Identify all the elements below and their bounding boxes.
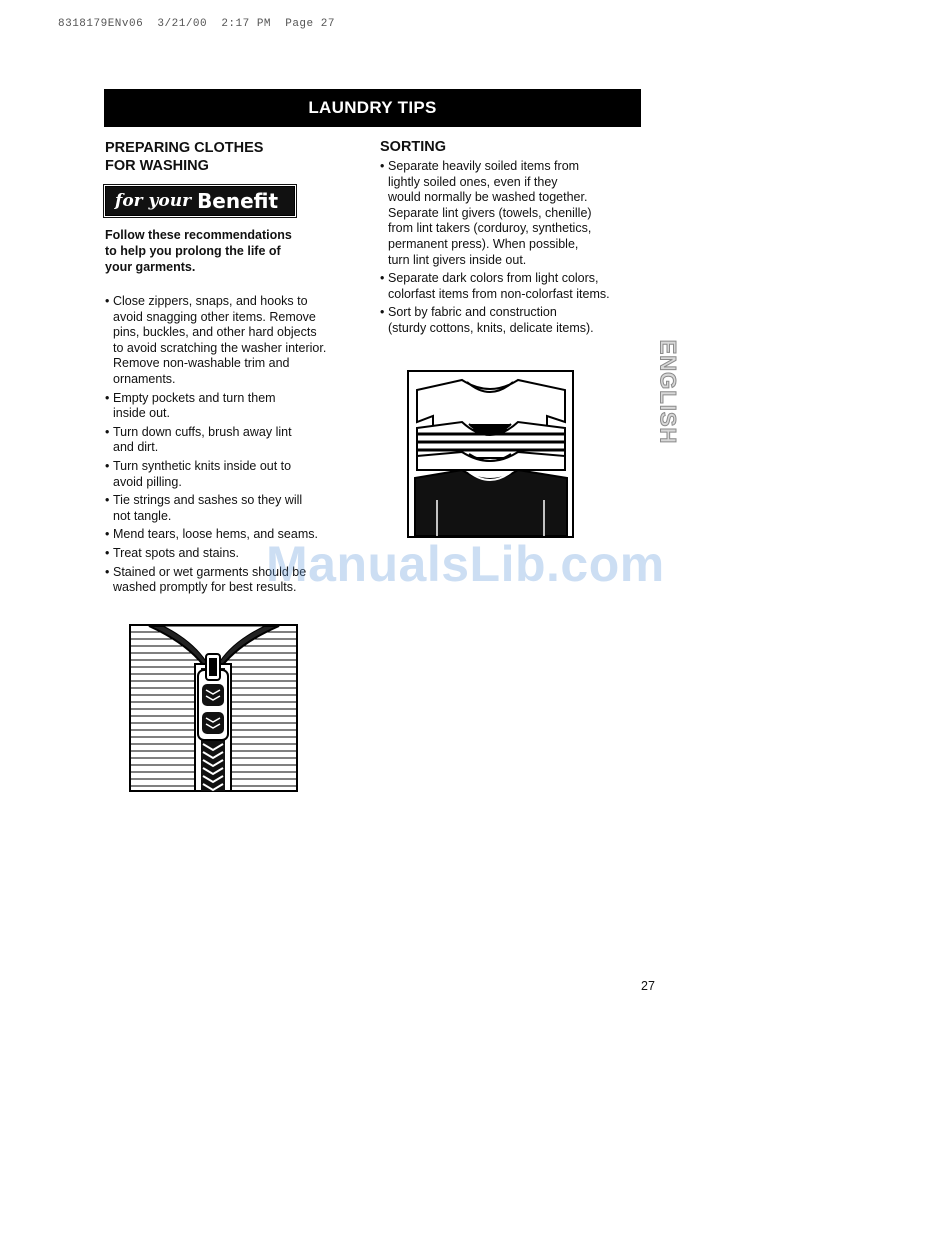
sorting-bullet-list xyxy=(380,159,645,337)
list-item: • Turn down cuffs, brush away lint and dirt. xyxy=(105,425,360,456)
page-number: 27 xyxy=(641,979,655,993)
for-your-benefit-badge xyxy=(105,186,295,216)
language-side-tab xyxy=(655,322,679,462)
list-item: • Separate heavily soiled items from lightly soiled ones, even if they would normally be washed together. Separate lint givers (towels, chenille) from lint takers (corduroy, synthetics, permanent press). When possible, turn lint givers inside out. xyxy=(380,159,645,268)
list-item: • Empty pockets and turn them inside out. xyxy=(105,391,360,422)
list-item: • Treat spots and stains. xyxy=(105,546,360,562)
list-item: • Turn synthetic knits inside out to avoid pilling. xyxy=(105,459,360,490)
benefit-word-text: Benefit xyxy=(197,189,279,213)
sorting-title: SORTING xyxy=(380,139,447,155)
intro-text: Follow these recommendations to help you prolong the life of your garments. xyxy=(105,228,292,274)
list-item: • Tie strings and sashes so they will not tangle. xyxy=(105,493,360,524)
benefit-script-text: for your xyxy=(115,191,192,211)
zipper-illustration xyxy=(129,624,298,792)
list-item: • Sort by fabric and construction (sturdy cottons, knits, delicate items). xyxy=(380,305,645,336)
stacked-shirts-illustration xyxy=(407,370,574,538)
section-banner: LAUNDRY TIPS xyxy=(104,89,641,127)
sorting-column xyxy=(380,138,645,340)
list-item: • Stained or wet garments should be washed promptly for best results. xyxy=(105,565,360,596)
language-label: ENGLISH xyxy=(655,339,681,445)
list-item: • Separate dark colors from light colors, colorfast items from non-colorfast items. xyxy=(380,271,645,302)
list-item: • Close zippers, snaps, and hooks to avoid snagging other items. Remove pins, buckles, and other hard objects to avoid scratching the washer interior. Remove non-washable trim and ornaments. xyxy=(105,294,360,388)
list-item: • Mend tears, loose hems, and seams. xyxy=(105,527,360,543)
watermark: ManualsLib.com xyxy=(266,536,665,592)
preparing-clothes-column xyxy=(105,139,360,599)
preparing-clothes-title: PREPARING CLOTHES FOR WASHING xyxy=(105,140,264,174)
print-header: 8318179ENv06 3/21/00 2:17 PM Page 27 xyxy=(58,18,335,30)
